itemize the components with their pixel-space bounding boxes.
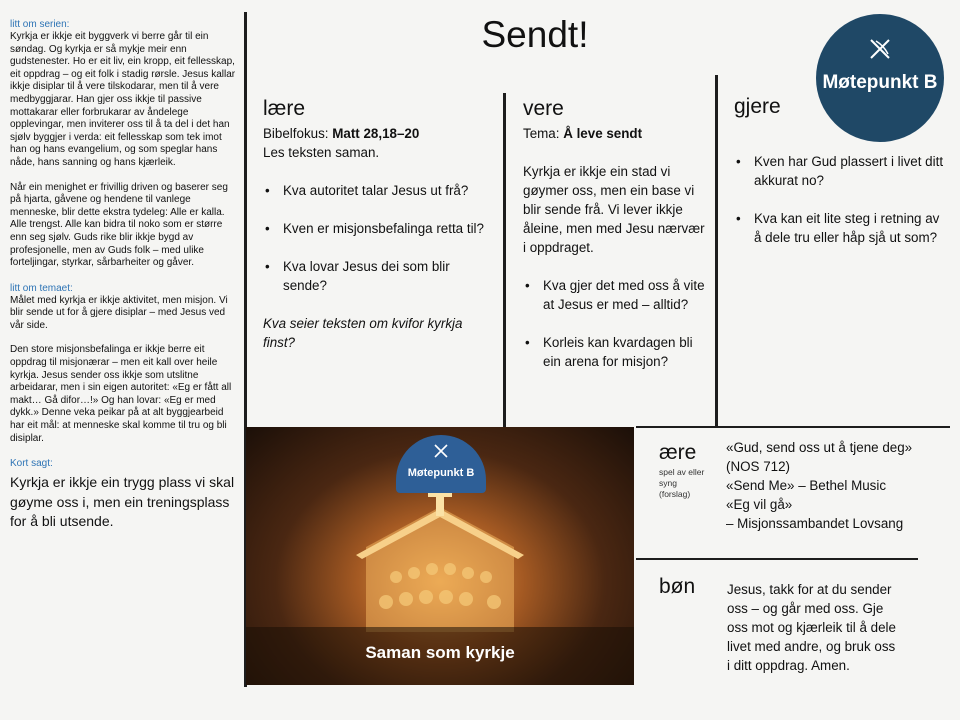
- vere-questions: [523, 276, 705, 371]
- prayer-text: Jesus, takk for at du sender oss – og går med oss. Gje oss mot og kjærleik til å dele livet med andre, og bruk oss i ditt oppdrag. Amen.: [727, 582, 896, 673]
- vere-column: [523, 96, 705, 390]
- gjere-questions: [734, 152, 944, 247]
- list-item: • Kva gjer det med oss å vite at Jesus er med – alltid?: [523, 276, 705, 314]
- bon-heading: bøn: [659, 575, 696, 598]
- divider-right: [715, 75, 718, 428]
- list-item: • Kva kan eit lite steg i retning av å dele tru eller håp sjå ut som?: [734, 209, 944, 247]
- poster-logo-text: Møtepunkt B: [407, 467, 475, 479]
- song-line: «Send Me» – Bethel Music: [726, 478, 887, 493]
- list-item: • Kva autoritet talar Jesus ut frå?: [263, 181, 491, 200]
- laere-column: [263, 96, 491, 352]
- song-line: – Misjonssambandet Lovsang: [726, 516, 904, 531]
- sidebar-theme-text: Målet med kyrkja er ikkje aktivitet, men misjon. Vi blir sende ut for å gjere disiplar – med Jesus ved vår side.: [10, 294, 228, 331]
- song-line: «Eg vil gå»: [726, 497, 793, 512]
- cross-x-icon: [867, 36, 893, 62]
- gjere-column: [734, 94, 944, 266]
- sidebar-heading-summary: Kort sagt:: [10, 458, 53, 470]
- page-title: Sendt!: [481, 14, 589, 55]
- list-item: • Kven er misjonsbefalinga retta til?: [263, 219, 491, 238]
- vere-heading: vere: [523, 97, 564, 120]
- bible-focus: [263, 124, 491, 143]
- aere-heading: ære: [659, 441, 697, 464]
- poster-image: [246, 427, 634, 685]
- aere-subtitle: spel av eller syng (forslag): [659, 467, 705, 499]
- list-item: • Kven har Gud plassert i livet ditt akkurat no?: [734, 152, 944, 190]
- divider-mid: [503, 93, 506, 428]
- song-line: (NOS 712): [726, 459, 790, 474]
- sidebar-series-text: Kyrkja er ikkje eit byggverk vi berre går til ein søndag. Og kyrkja er så mykje meir enn gudstenester. Ho er eit liv, ein kropp, eit fellesskap, eit oppdrag – og eit folk i stadig rørsle. Jesus kallar ikkje disiplar til å vere tilskodarar, men til å vere medbyggjarar. Han gjer oss ikkje til passive mottakarar eller forbrukarar av åndelege opplevingar, men inviterer oss til å ta del i det han sjølv byggjer i verda: eit fellesskap som tek imot han og hans evangelium, og som speglar hans nåde, hans sanning og hans kjærleik.: [10, 31, 236, 168]
- theme-value: Å leve sendt: [563, 126, 643, 141]
- sidebar-series-text-2: Når ein menighet er frivillig driven og baserer seg på hjarta, gåvene og hendene til vanlege menneske, blir dette ekstra tydeleg: Alle er kalla. Alle trengst. Alle kan bidra til noko som er større enn seg sjølv. Guds rike blir ikkje bygd av profesjonelle, men av Guds folk – med ulike forteljingar, styrkar, sårbarheiter og gåver.: [10, 181, 228, 269]
- read-instruction: Les teksten saman.: [263, 145, 380, 160]
- gjere-heading: gjere: [734, 95, 781, 118]
- sidebar-theme-text-2: Den store misjonsbefalinga er ikkje berre eit oppdrag til misjonærar – men eit kall over heile kyrkja. Jesus sender oss ikkje som utslitne arbeidarar, men i sin eigen autoritet: «Eg er fått all makt… Gå difor…!» Og han lovar: «Eg er med dykk.» Denne veka peikar på at alt byggjearbeid har eit mål: at menneske skal komme til tru og bli disiplar.: [10, 344, 232, 444]
- divider-horizontal-mid: [636, 558, 918, 560]
- theme-label: Tema:: [523, 126, 564, 141]
- sidebar-heading-series: litt om serien:: [10, 19, 70, 30]
- divider-horizontal-top: [636, 426, 950, 428]
- bible-focus-ref: Matt 28,18–20: [332, 126, 420, 141]
- laere-heading: lære: [263, 97, 306, 120]
- theme-line: [523, 124, 705, 143]
- list-item: • Korleis kan kvardagen bli ein arena for misjon?: [523, 333, 705, 371]
- aere-songs: [726, 438, 951, 533]
- logo-text: Møtepunkt B: [822, 72, 938, 93]
- cross-x-icon: [432, 442, 450, 460]
- bible-focus-label: Bibelfokus:: [263, 126, 333, 141]
- laere-questions: [263, 181, 491, 295]
- song-line: «Gud, send oss ut å tjene deg»: [726, 440, 913, 455]
- sidebar-summary: Kyrkja er ikkje ein trygg plass vi skal gøyme oss i, men ein treningsplass for å bli utsende.: [10, 474, 235, 530]
- sidebar: [10, 18, 238, 532]
- list-item: • Kva lovar Jesus dei som blir sende?: [263, 257, 491, 295]
- vere-intro: Kyrkja er ikkje ein stad vi gøymer oss, men ein base vi blir sende frå. Vi lever ikkje åleine, men med Jesu nærvær i oppdraget.: [523, 164, 705, 255]
- sidebar-heading-theme: litt om temaet:: [10, 282, 73, 294]
- poster-caption: Saman som kyrkje: [365, 643, 515, 662]
- laere-closing: Kva seier teksten om kvifor kyrkja finst?: [263, 316, 463, 350]
